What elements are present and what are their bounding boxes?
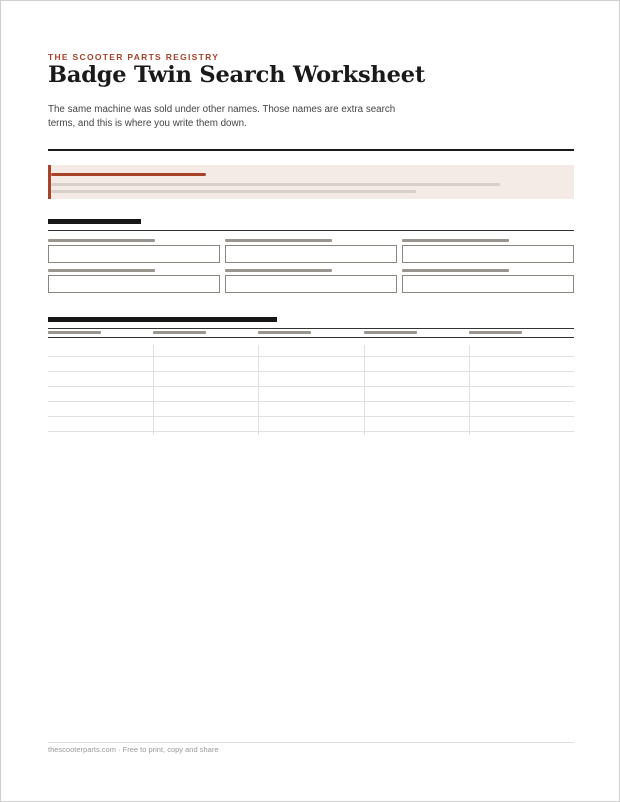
write-in-field[interactable] <box>48 245 220 263</box>
field-label-placeholder <box>48 239 155 242</box>
table-row[interactable] <box>48 371 574 372</box>
column-header-placeholder <box>48 331 101 334</box>
callout-text-placeholder-2 <box>51 190 416 193</box>
field-label-placeholder <box>402 269 509 272</box>
footer-divider <box>48 742 574 743</box>
intro-text: The same machine was sold under other names. Those names are extra search terms, and this is where you write them down. <box>48 104 396 129</box>
table-top-rule <box>48 328 574 329</box>
write-in-field[interactable] <box>225 275 397 293</box>
table-row[interactable] <box>48 401 574 402</box>
form-section-heading <box>48 219 141 224</box>
header-divider <box>48 149 574 151</box>
field-label-placeholder <box>225 239 332 242</box>
field-label-placeholder <box>402 239 509 242</box>
field-label-placeholder <box>48 269 155 272</box>
form-section-rule <box>48 230 574 231</box>
table-header-rule <box>48 337 574 338</box>
callout-text-placeholder-1 <box>51 183 500 186</box>
callout-heading-placeholder <box>51 173 206 176</box>
column-header-placeholder <box>364 331 417 334</box>
table-row[interactable] <box>48 356 574 357</box>
page-title: Badge Twin Search Worksheet <box>48 62 426 88</box>
column-divider <box>469 345 470 435</box>
field-label-placeholder <box>225 269 332 272</box>
registry-kicker: THE SCOOTER PARTS REGISTRY <box>48 52 220 62</box>
column-header-placeholder <box>153 331 206 334</box>
instruction-callout <box>48 165 574 199</box>
footer-text: thescooterparts.com · Free to print, copy and share <box>48 745 219 754</box>
write-in-field[interactable] <box>225 245 397 263</box>
table-section-heading <box>48 317 277 322</box>
callout-accent-edge <box>48 165 51 199</box>
table-row[interactable] <box>48 431 574 432</box>
table-row[interactable] <box>48 416 574 417</box>
column-divider <box>153 345 154 435</box>
column-header-placeholder <box>258 331 311 334</box>
write-in-field[interactable] <box>402 245 574 263</box>
table-row[interactable] <box>48 386 574 387</box>
write-in-field[interactable] <box>402 275 574 293</box>
column-divider <box>258 345 259 435</box>
column-header-placeholder <box>469 331 522 334</box>
write-in-field[interactable] <box>48 275 220 293</box>
column-divider <box>364 345 365 435</box>
